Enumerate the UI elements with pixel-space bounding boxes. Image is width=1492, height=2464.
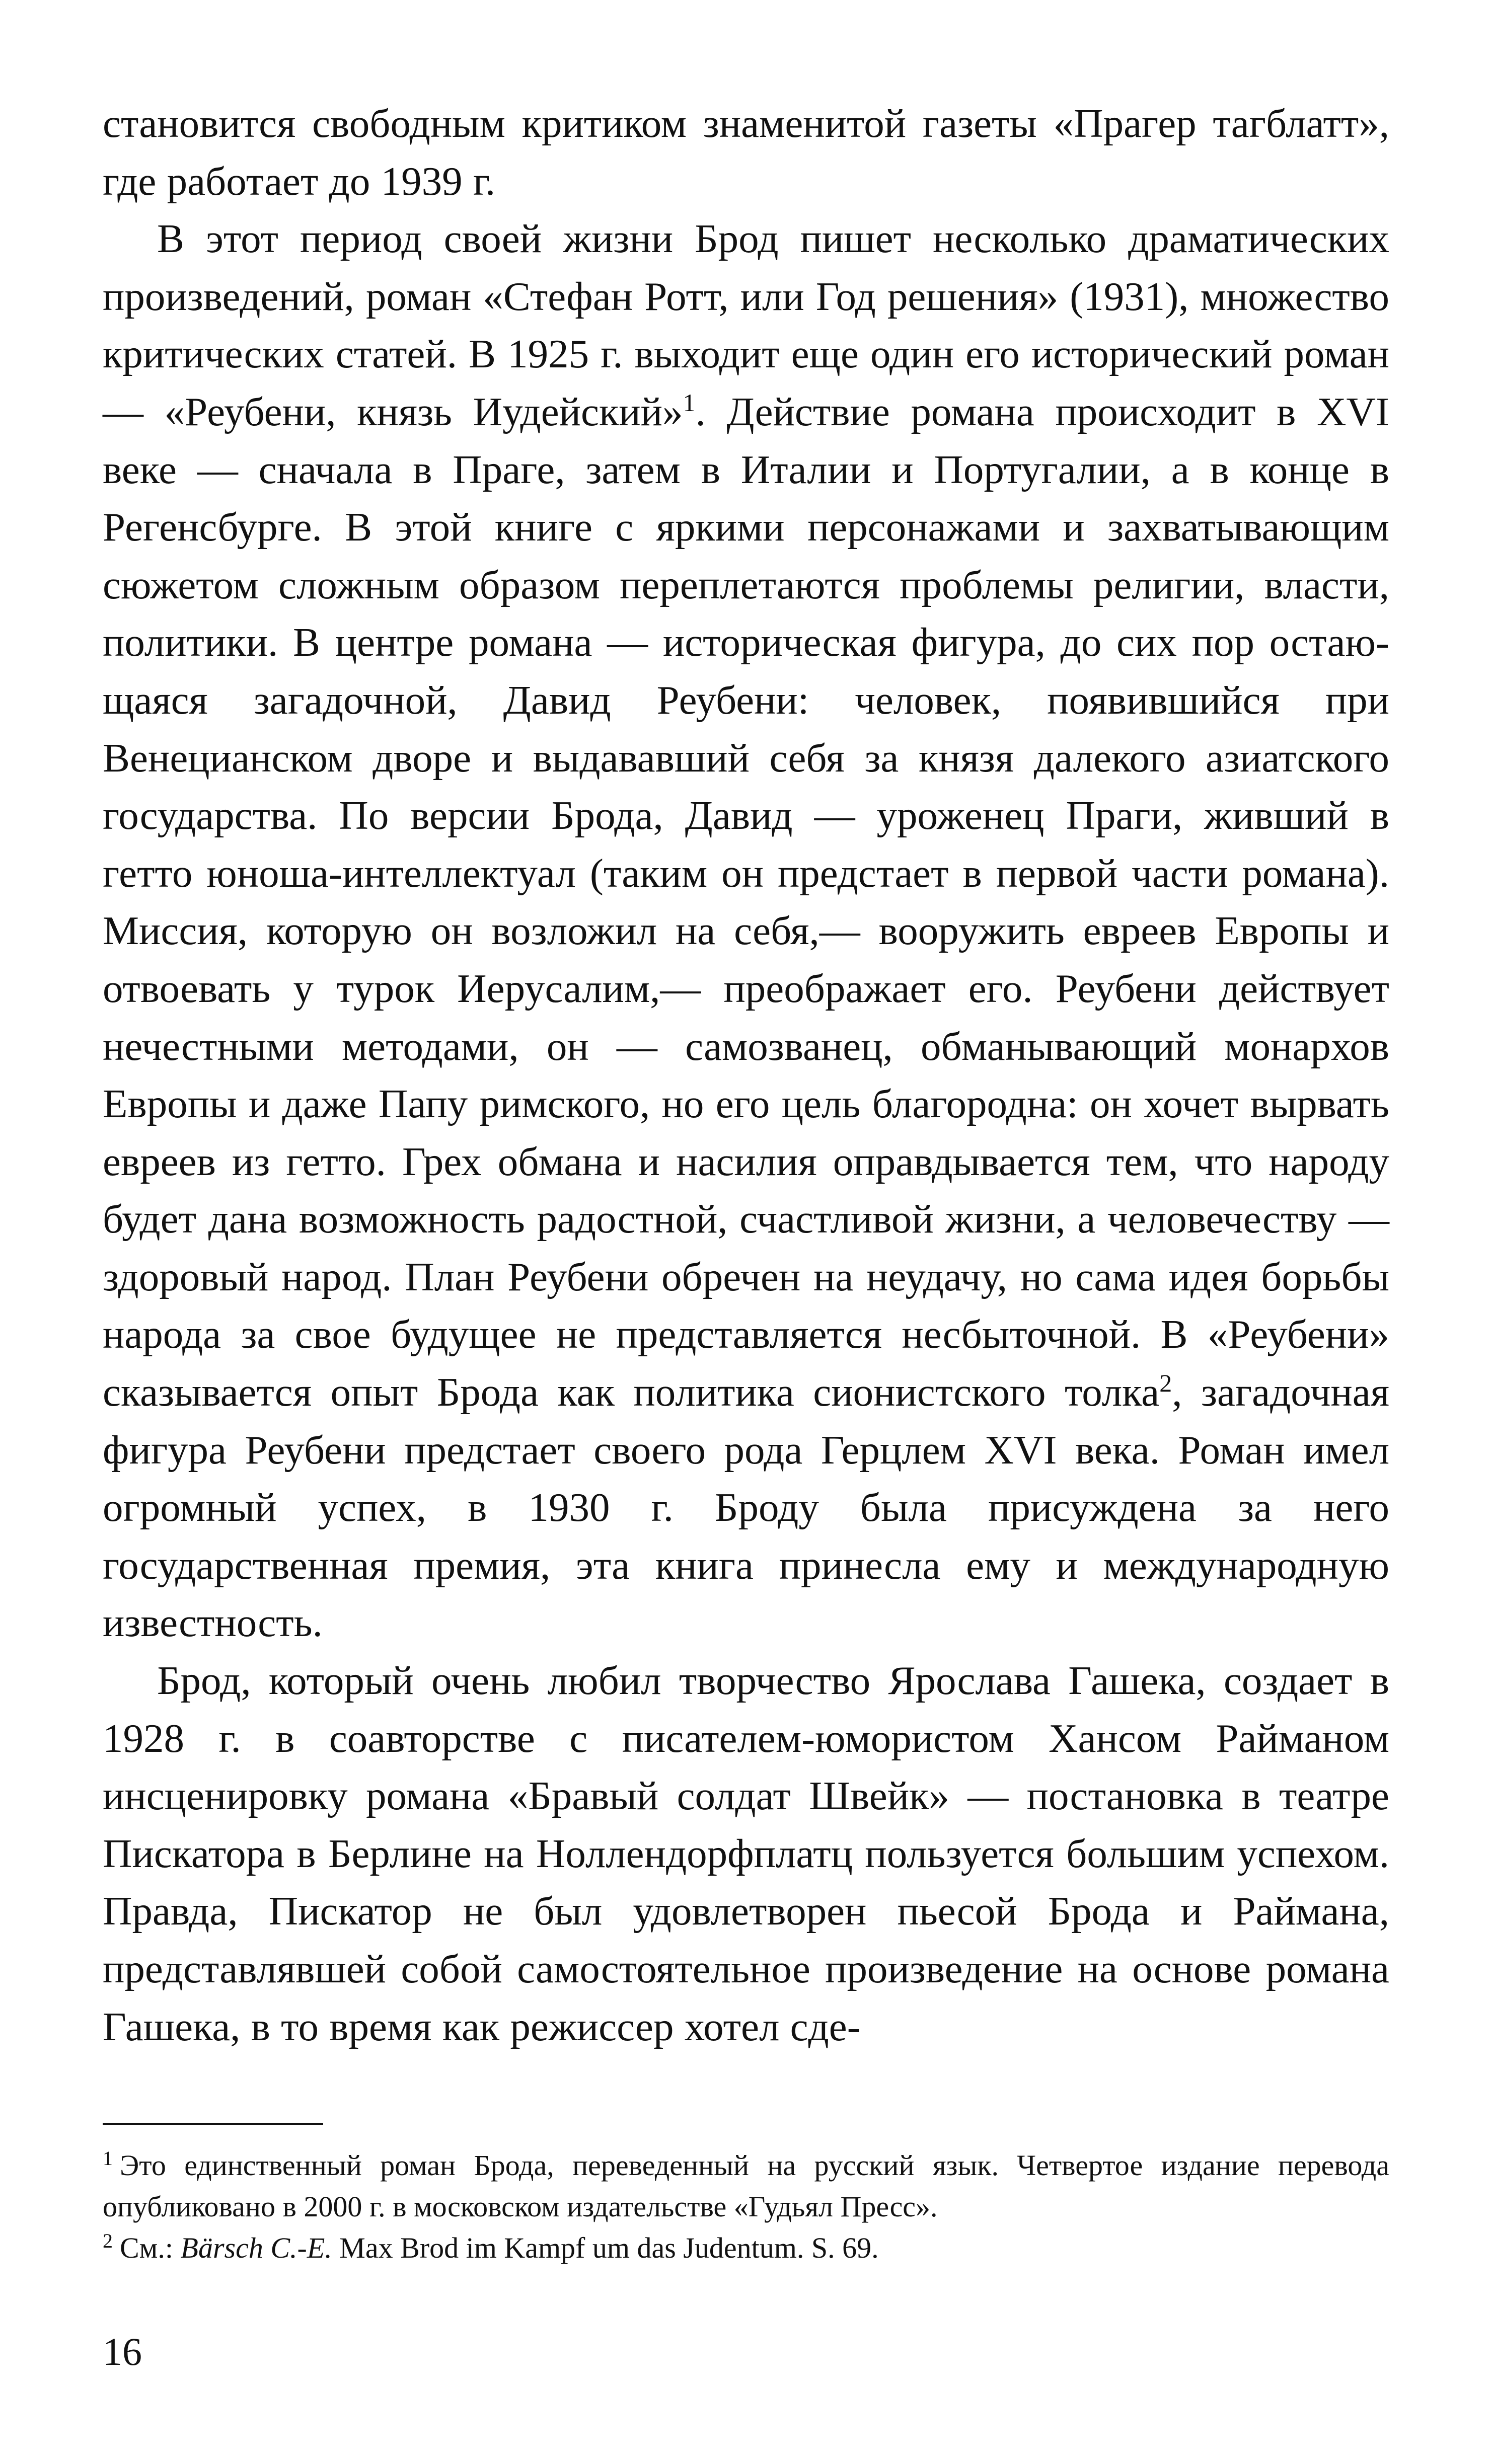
- footnote-2: [103, 2227, 1389, 2269]
- footnote-2-author: Bärsch C.-E.: [180, 2231, 332, 2264]
- footnote-1-number: 1: [103, 2147, 113, 2170]
- paragraph-2-text-c: , загадочная фигура Реубени предстает своего рода Герцлем XVI века. Роман имел огромный успех, в 1930 г. Броду была присуждена за него государственная премия, эта книга принесла ему и международную известность.: [103, 1369, 1389, 1646]
- paragraph-1-text: становится свободным критиком знаменитой газеты «Прагер тагблатт», где работает до 1939 г.: [103, 101, 1389, 204]
- paragraph-2-text-b: . Действие романа происходит в XVI веке — сначала в Праге, затем в Италии и Португалии, а в конце в Регенсбурге. В этой книге с яркими персонажами и захватывающим сюжетом сложным образом переплетаются проблемы религии, власти, политики. В центре романа — историческая фигура, до сих пор остающаяся загадочной, Давид Реубени: человек, появившийся при Венецианском дворе и выдававший себя за князя далекого азиатского государства. По версии Брода, Давид — уроженец Праги, живший в гетто юноша-интеллектуал (таким он предстает в первой части романа). Миссия, которую он возложил на себя,— вооружить евреев Европы и отвоевать у турок Иерусалим,— преображает его. Реубени действует нечестными методами, он — самозванец, обманывающий монархов Европы и даже Папу римского, но его цель благородна: он хочет вырвать евреев из гетто. Грех обмана и насилия оправдывается тем, что народу будет дана возможность радостной, счастливой жизни, а человечеству — здоровый народ. План Реубени обречен на неудачу, но сама идея борьбы народа за свое будущее не представляется несбыточной. В «Реубени» сказывается опыт Брода как политика сионистского толка: [103, 389, 1389, 1415]
- footnote-2-number: 2: [103, 2229, 113, 2252]
- paragraph-2-text-a: В этот период своей жизни Брод пишет несколько драматических произведений, роман «Стефан Ротт, или Год решения» (1931), множество критических статей. В 1925 г. выходит еще один его исторический роман — «Реубени, князь Иудейский»: [103, 216, 1389, 434]
- page-body: [103, 95, 1389, 2055]
- footnote-2-prefix: См.:: [120, 2231, 181, 2264]
- footnote-ref-2[interactable]: 2: [1159, 1369, 1172, 1398]
- main-text: [103, 95, 1389, 2055]
- footnotes: [103, 2145, 1389, 2269]
- footnote-1-text: Это единственный роман Брода, переведенный на русский язык. Четвертое издание перевода опубликовано в 2000 г. в московском издательстве «Гудьял Пресс».: [103, 2149, 1389, 2223]
- footnote-divider: [103, 2123, 323, 2125]
- paragraph-3: [103, 1652, 1389, 2055]
- footnote-ref-1[interactable]: 1: [683, 388, 696, 417]
- footnote-1: [103, 2145, 1389, 2227]
- paragraph-3-text: Брод, который очень любил творчество Ярослава Гашека, создает в 1928 г. в соавторстве с писателем-юмористом Хансом Райманом инсценировку романа «Бравый солдат Швейк» — постановка в театре Пискатора в Берлине на Ноллендорфплатц пользуется большим успехом. Правда, Пискатор не был удовлетворен пьесой Брода и Раймана, представлявшей собой самостоятельное произведение на основе романа Гашека, в то время как режиссер хотел сде-: [103, 1658, 1389, 2049]
- page-number: 16: [103, 2330, 142, 2373]
- paragraph-1: [103, 95, 1389, 210]
- footnote-2-rest: Max Brod im Kampf um das Judentum. S. 69.: [332, 2231, 879, 2264]
- paragraph-2: [103, 210, 1389, 1652]
